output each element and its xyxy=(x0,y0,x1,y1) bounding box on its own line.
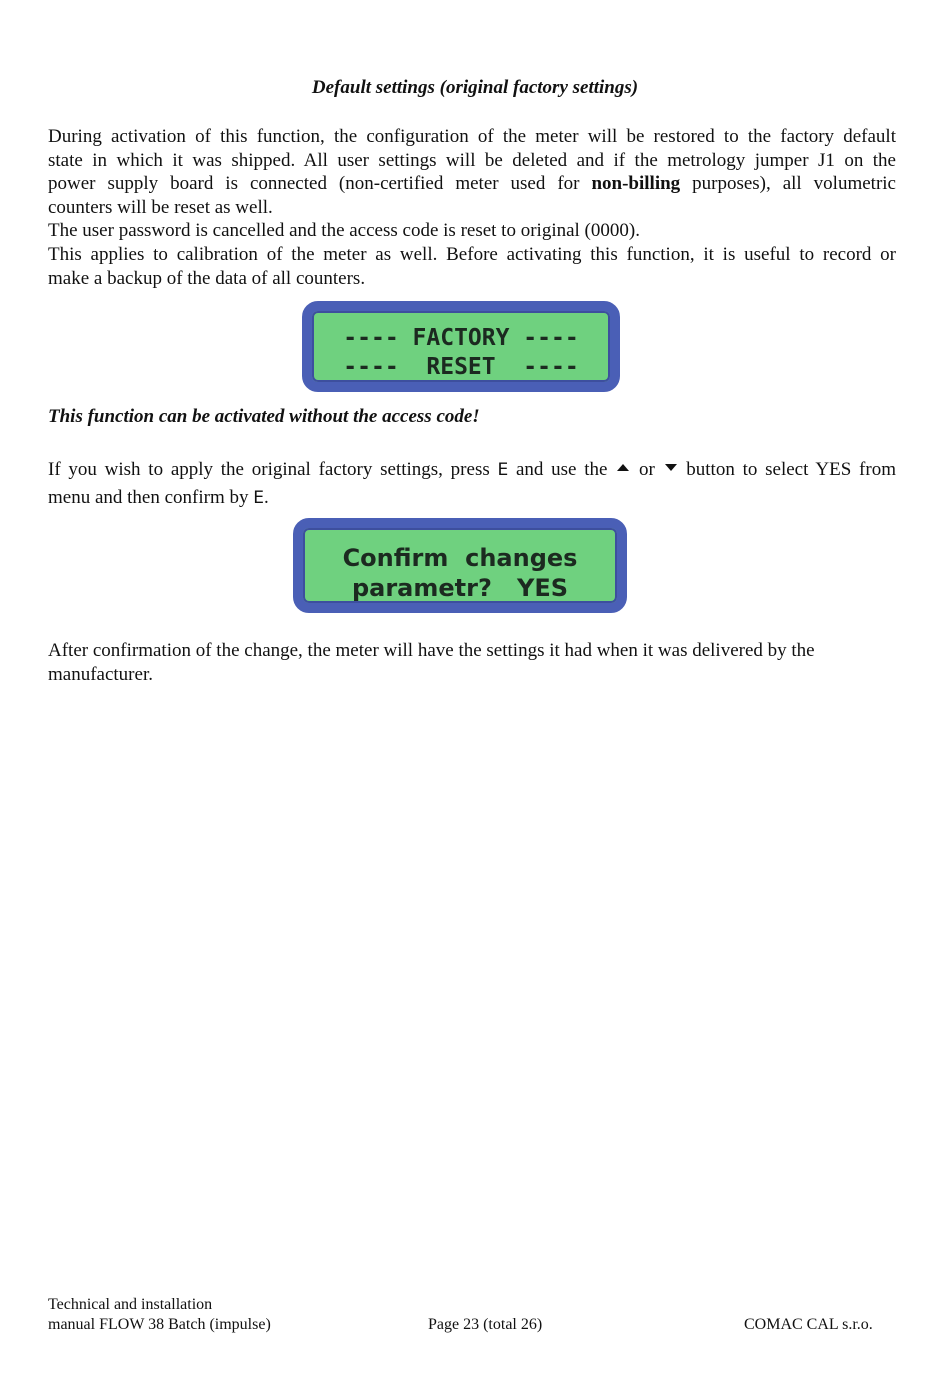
footer-line: manual FLOW 38 Batch (impulse) xyxy=(48,1316,271,1333)
bold-term: non-billing xyxy=(591,173,681,195)
footer-manual-title xyxy=(48,1295,271,1335)
text-line: counters will be reset as well. xyxy=(48,196,273,218)
footer-page-number: Page 23 (total 26) xyxy=(428,1316,543,1333)
text-run: and use the xyxy=(508,459,616,480)
lcd-row-2: parametr? YES xyxy=(351,574,569,602)
text-line: state in which it was shipped. All user settings will be deleted and if the metrology jumper J1 on the xyxy=(48,149,896,171)
text-run: power supply board is connected (non-certified meter used for xyxy=(48,173,592,195)
text-line: The user password is cancelled and the access code is reset to original (0000). xyxy=(48,220,640,242)
intro-paragraph xyxy=(48,125,896,290)
triangle-up-icon xyxy=(617,464,629,471)
lcd-row-1: Confirm changes xyxy=(342,544,578,572)
text-line xyxy=(48,172,896,196)
triangle-down-icon xyxy=(665,464,677,471)
text-run: menu and then confirm by xyxy=(48,487,254,508)
instruction-paragraph xyxy=(48,456,896,512)
footer-line: Technical and installation xyxy=(48,1296,213,1313)
text-line xyxy=(48,456,896,484)
section-title: Default settings (original factory settings) xyxy=(311,77,639,98)
text-line: manufacturer. xyxy=(48,663,153,685)
text-line: This applies to calibration of the meter as well. Before activating this function, it is useful to record or xyxy=(48,243,896,265)
text-run: . xyxy=(264,487,269,508)
text-line: make a backup of the data of all counters. xyxy=(48,267,366,289)
footer-company: COMAC CAL s.r.o. xyxy=(744,1316,873,1333)
text-run: or xyxy=(631,459,663,480)
text-line: During activation of this function, the configuration of the meter will be restored to the factory default xyxy=(48,126,896,147)
lcd-row-1: ---- FACTORY ---- xyxy=(343,325,579,351)
lcd-row-2: ---- RESET ---- xyxy=(343,354,579,380)
text-line xyxy=(48,484,896,512)
access-code-note: This function can be activated without the access code! xyxy=(48,406,480,427)
text-run: purposes), all volumetric xyxy=(680,173,896,195)
key-e-label: E xyxy=(253,488,265,508)
closing-paragraph xyxy=(48,639,896,686)
lcd-display-factory-reset xyxy=(302,301,620,392)
text-run: button to select YES from xyxy=(678,459,896,480)
text-line: After confirmation of the change, the meter will have the settings it had when it was delivered by the xyxy=(48,640,815,661)
text-run: If you wish to apply the original factory settings, press xyxy=(48,459,498,480)
lcd-display-confirm xyxy=(293,518,627,613)
key-e-label: E xyxy=(497,460,509,480)
